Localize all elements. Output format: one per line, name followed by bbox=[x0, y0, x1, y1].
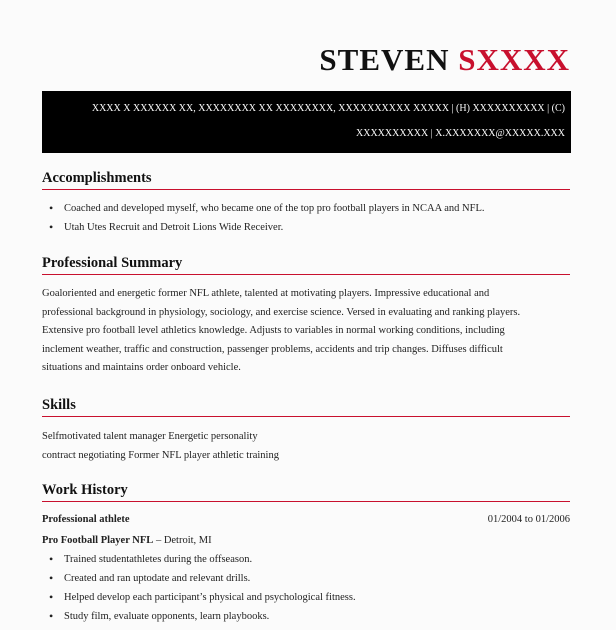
summary-line: Extensive pro football level athletics knowledge. Adjusts to variables in normal working conditions, including bbox=[42, 325, 505, 337]
summary-section bbox=[42, 255, 570, 378]
section-title-skills: Skills bbox=[42, 397, 570, 417]
skill-line: Selfmotivated talent manager Energetic personality bbox=[42, 431, 258, 442]
summary-line: Goaloriented and energetic former NFL athlete, talented at motivating players. Impressive educational and bbox=[42, 288, 490, 299]
list-item: • Created and ran uptodate and relevant drills. bbox=[42, 569, 570, 588]
employer-name: Pro Football Player NFL bbox=[42, 535, 154, 546]
list-item: • Trained studentathletes during the offseason. bbox=[42, 550, 570, 569]
job-header bbox=[42, 514, 570, 532]
accomplishments-section bbox=[42, 170, 570, 237]
job-entry bbox=[42, 514, 570, 626]
job-employer-line bbox=[42, 532, 570, 550]
list-item: • Study film, evaluate opponents, learn playbooks. bbox=[42, 607, 570, 626]
job-duties-list bbox=[42, 550, 570, 626]
list-item: • Coached and developed myself, who became one of the top pro football players in NCAA and NFL. bbox=[42, 199, 570, 218]
summary-line: inclement weather, traffic and construction, passenger problems, accidents and trip changes. Diffuses difficult bbox=[42, 343, 503, 355]
section-title-work-history: Work History bbox=[42, 482, 570, 502]
skill-line: contract negotiating Former NFL player athletic training bbox=[42, 450, 279, 461]
section-title-accomplishments: Accomplishments bbox=[42, 170, 570, 190]
last-name: SXXXX bbox=[458, 42, 570, 77]
list-item: • Helped develop each participant’s physical and psychological fitness. bbox=[42, 588, 570, 607]
summary-paragraph bbox=[42, 285, 570, 378]
contact-line: XXXXXXXXXX | X.XXXXXXX@XXXXX.XXX bbox=[356, 128, 565, 139]
summary-line: professional background in physiology, sociology, and exercise science. Versed in evaluating and ranking players. bbox=[42, 306, 521, 318]
summary-line: situations and maintains order onboard vehicle. bbox=[42, 362, 241, 374]
job-dates: 01/2004 to 01/2006 bbox=[487, 514, 570, 525]
contact-banner bbox=[42, 91, 571, 153]
address-line: XXXX X XXXXXX XX, XXXXXXXX XX XXXXXXXX, XXXXXXXXXX XXXXX | (H) XXXXXXXXXX | (C) bbox=[91, 103, 565, 114]
job-location: – Detroit, MI bbox=[153, 535, 212, 546]
first-name: STEVEN bbox=[319, 42, 450, 77]
section-title-summary: Professional Summary bbox=[42, 255, 570, 275]
accomplishments-list bbox=[42, 199, 570, 237]
job-title: Professional athlete bbox=[42, 514, 130, 525]
skills-list bbox=[42, 427, 570, 465]
skills-section bbox=[42, 397, 570, 465]
list-item: • Utah Utes Recruit and Detroit Lions Wide Receiver. bbox=[42, 218, 570, 237]
candidate-name bbox=[319, 42, 570, 78]
work-history-section bbox=[42, 482, 570, 626]
